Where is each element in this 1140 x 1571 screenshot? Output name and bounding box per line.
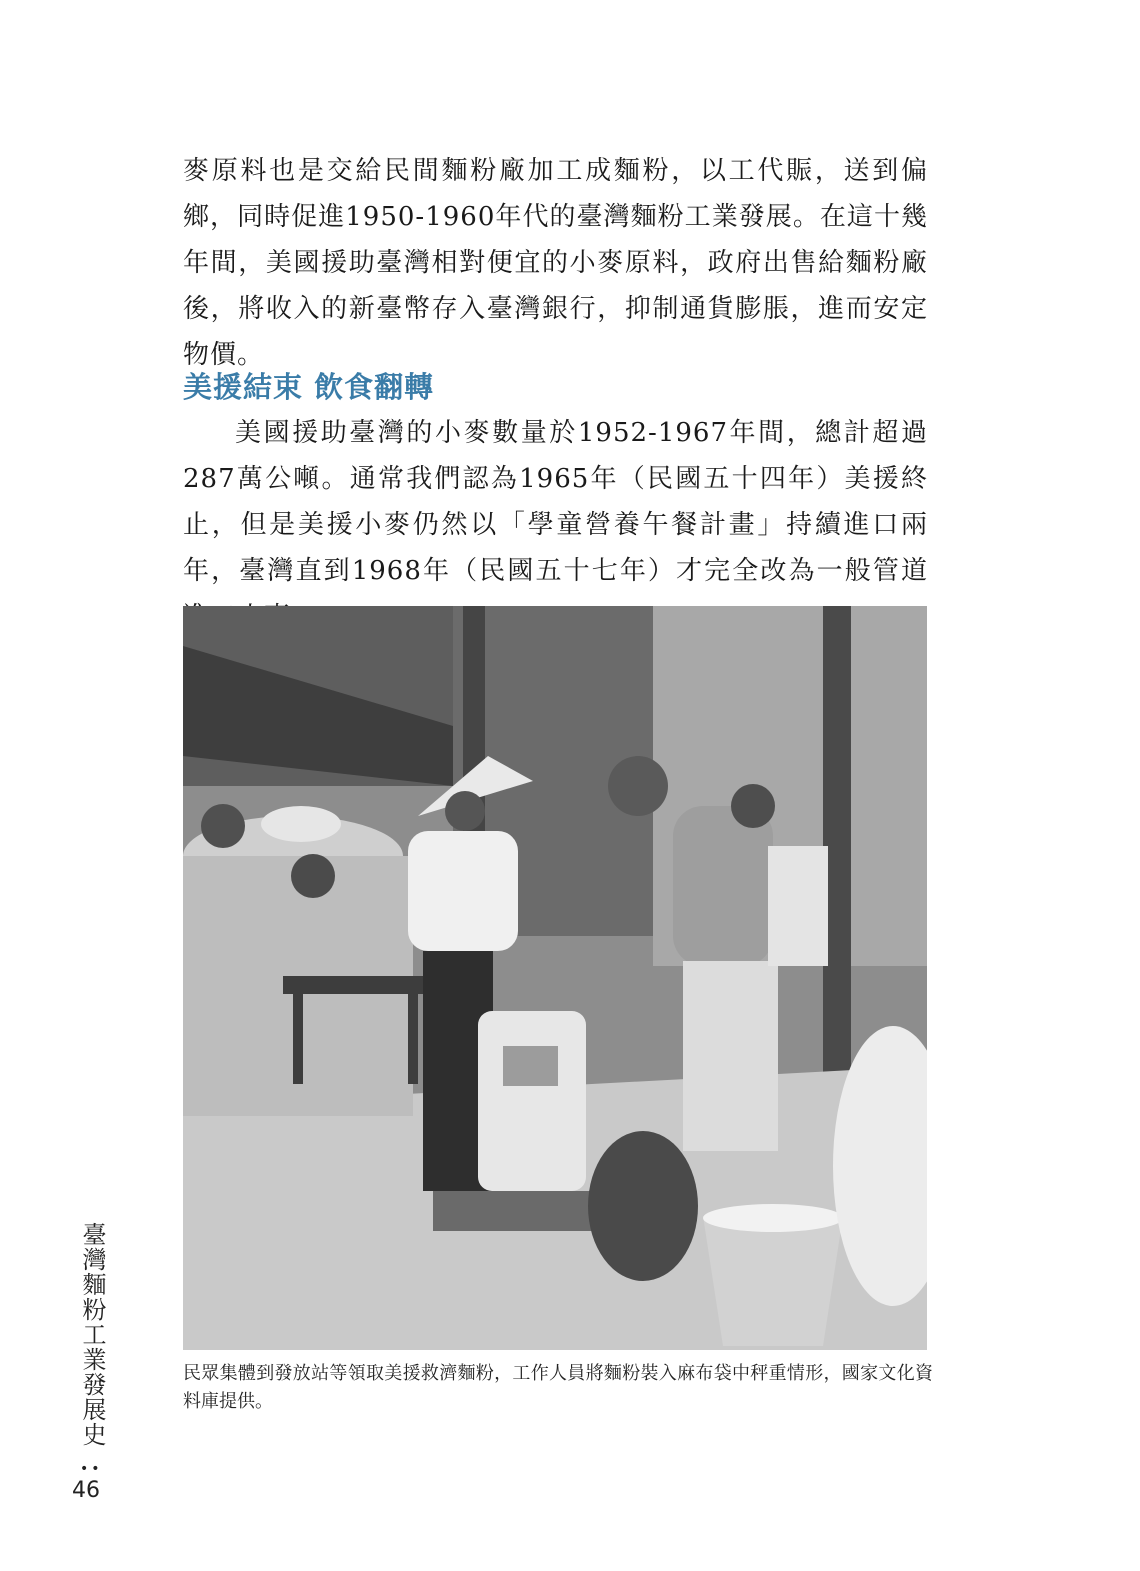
photo-illustration	[183, 606, 927, 1350]
body-paragraph-2: 美國援助臺灣的小麥數量於1952-1967年間，總計超過287萬公噸。通常我們認為1965年（民國五十四年）美援終止，但是美援小麥仍然以「學童營養午餐計畫」持續進口兩年，臺灣直到1968年（民國五十七年）才完全改為一般管道	[183, 418, 928, 586]
section-heading: 美援結束 飲食翻轉	[183, 370, 435, 404]
book-title-vertical: 臺灣麵粉工業發展史	[78, 1222, 106, 1447]
page-number: 46	[72, 1478, 100, 1503]
body-paragraph-1: 麥原料也是交給民間麵粉廠加工成麵粉，以工代賑，送到偏鄉，同時促進1950-1960年代的臺灣麵粉工業發展。在這十幾年間，美國援助臺灣相對便宜的小麥原料，政府出售給麵粉廠後，將收入的新臺幣存入臺灣銀行，抑制通貨膨脹，進而安定物價。	[183, 156, 928, 370]
photo-caption: 民眾集體到發放站等領取美援救濟麵粉，工作人員將麵粉裝入麻布袋中秤重情形，國家文化資料庫提供。	[183, 1363, 933, 1412]
page-number-dots: ••	[80, 1461, 103, 1477]
historical-photo	[183, 606, 927, 1350]
